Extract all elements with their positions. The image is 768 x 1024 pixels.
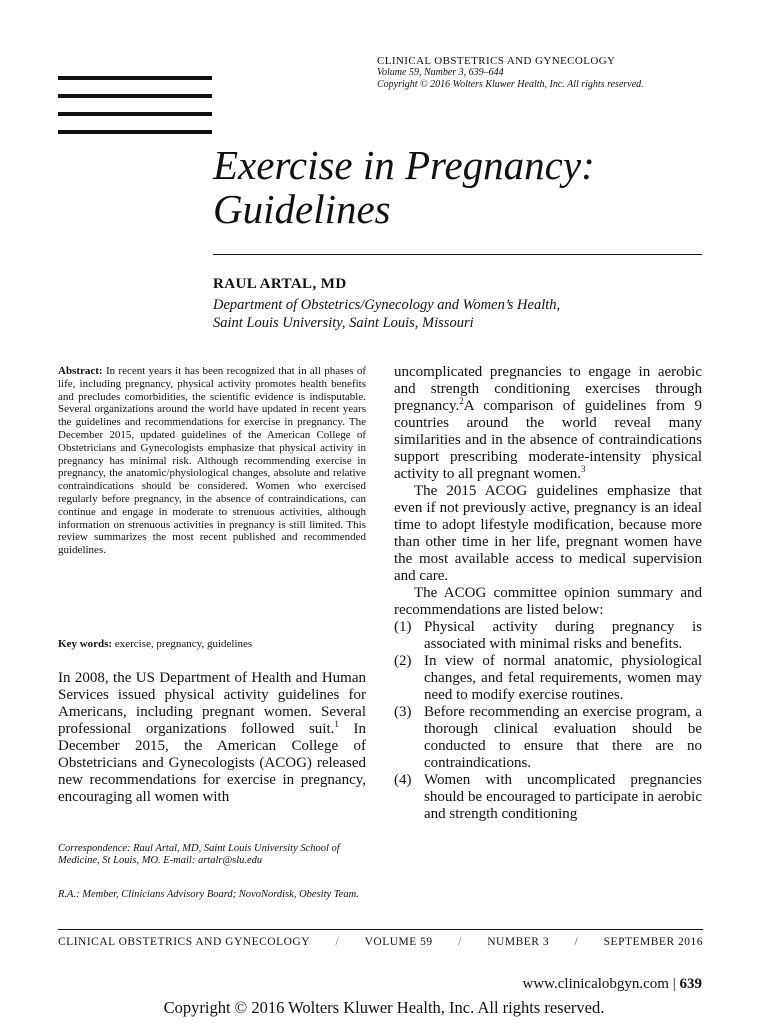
keywords	[58, 638, 366, 651]
journal-copyright-line: Copyright © 2016 Wolters Kluwer Health, Inc. All rights reserved.	[377, 79, 644, 90]
journal-volume-line: Volume 59, Number 3, 639–644	[377, 67, 504, 78]
paragraph-1	[394, 364, 702, 483]
author-affiliation	[213, 296, 693, 332]
abstract-text: In recent years it has been recognized that in all phases of life, including pregnancy, physical activity promotes health benefits and precludes comorbidities, the scientific evidence is indisputable. Several organizations around the world have updated in recent years the guidelines and recommendations for exercise in pregnancy. The December 2015, updated guidelines of the American College of Obstetricians and Gynecologists emphasize that physical activity in pregnancy has minimal risk. Although recommending exercise in pregnancy, the anatomic/physiological changes, absolute and relative contraindications should be considered. Women who exercised regularly before pregnancy, in the absence of contraindications, can continue and engage in moderate to strenuous activities, although information on strenuous activities in pregnancy is still limited. This review summarizes the most recent published and recommended guidelines.	[58, 365, 367, 557]
footer-volume: VOLUME 59	[364, 936, 433, 948]
logo-bar	[58, 112, 212, 116]
recommendations-list	[394, 619, 702, 823]
reference-3[interactable]: 3	[581, 464, 586, 474]
logo-bar	[58, 76, 212, 80]
journal-logo-bars	[58, 76, 212, 148]
abstract	[58, 365, 366, 557]
title-divider	[213, 254, 702, 255]
footer-separator: /	[458, 936, 462, 948]
author-name: RAUL ARTAL, MD	[213, 276, 347, 292]
disclosure-note: R.A.: Member, Clinicians Advisory Board; NovoNordisk, Obesity Team.	[58, 889, 359, 900]
footer-journal: CLINICAL OBSTETRICS AND GYNECOLOGY	[58, 936, 311, 948]
paragraph-3: The ACOG committee opinion summary and recommendations are listed below:	[394, 585, 702, 618]
paragraph-1-text-a: uncomplicated pregnancies to engage in aerobic and strength conditioning exercises through pregnancy.	[394, 364, 702, 414]
list-item-text: Women with uncomplicated pregnancies should be encouraged to participate in aerobic and strength conditioning	[424, 772, 702, 822]
list-item-number: (4)	[394, 772, 412, 788]
reference-1[interactable]: 1	[334, 719, 339, 729]
list-item-number: (3)	[394, 704, 412, 720]
title-line-2: Guidelines	[213, 186, 391, 232]
list-item-text: Physical activity during pregnancy is associated with minimal risks and benefits.	[424, 619, 702, 652]
list-item-text: In view of normal anatomic, physiological changes, and fetal requirements, women may need to modify exercise routines.	[424, 653, 702, 703]
website-link[interactable]: www.clinicalobgyn.com	[522, 976, 669, 992]
list-item	[394, 619, 702, 653]
intro-text-1: In 2008, the US Department of Health and Human Services issued physical activity guidelines for Americans, including pregnant women. Several professional organizations followed suit.	[58, 670, 366, 737]
footer-separator: /	[335, 936, 340, 948]
list-item	[394, 772, 702, 823]
list-item-number: (2)	[394, 653, 412, 669]
page-divider: |	[672, 976, 676, 992]
affiliation-line-1: Department of Obstetrics/Gynecology and Women’s Health,	[213, 297, 561, 313]
paragraph-1-text-b: A comparison of guidelines from 9 countries around the world reveal many similarities and in the absence of contraindications support prescribing moderate-intensity physical activity to all pregnant women.	[394, 398, 702, 482]
site-line	[522, 976, 702, 993]
correspondence-note: Correspondence: Raul Artal, MD, Saint Louis University School of Medicine, St Louis, MO. E-mail: artalr@slu.edu	[58, 843, 340, 866]
footer-number: NUMBER 3	[487, 936, 550, 948]
journal-header	[377, 55, 737, 91]
footer-date: SEPTEMBER 2016	[603, 936, 703, 948]
article-title	[213, 143, 713, 231]
page-number: 639	[679, 976, 702, 992]
keywords-label: Key words:	[58, 638, 113, 650]
right-column	[394, 364, 702, 823]
list-item-number: (1)	[394, 619, 412, 635]
intro-paragraph	[58, 670, 366, 806]
journal-name: CLINICAL OBSTETRICS AND GYNECOLOGY	[377, 55, 616, 67]
footer-separator: /	[574, 936, 579, 948]
footer-divider	[58, 929, 703, 930]
copyright-notice: Copyright © 2016 Wolters Kluwer Health, Inc. All rights reserved.	[163, 998, 605, 1017]
logo-bar	[58, 94, 212, 98]
reference-2[interactable]: 2	[459, 396, 464, 406]
abstract-label: Abstract:	[58, 365, 103, 377]
logo-bar	[58, 130, 212, 134]
list-item	[394, 653, 702, 704]
keywords-text: exercise, pregnancy, guidelines	[114, 638, 253, 650]
list-item	[394, 704, 702, 772]
paragraph-2: The 2015 ACOG guidelines emphasize that even if not previously active, pregnancy is an ideal time to adopt lifestyle modification, because more than other time in her life, pregnant women have the most available access to medical supervision and care.	[394, 483, 702, 584]
intro-text-2: In December 2015, the American College of Obstetricians and Gynecologists (ACOG) released new recommendations for exercise in pregnancy, encouraging all women with	[58, 721, 366, 805]
affiliation-line-2: Saint Louis University, Saint Louis, Missouri	[213, 315, 474, 331]
list-item-text: Before recommending an exercise program, a thorough clinical evaluation should be conducted to ensure that there are no contraindications.	[424, 704, 702, 771]
running-footer	[58, 936, 703, 948]
title-line-1: Exercise in Pregnancy:	[213, 142, 595, 188]
